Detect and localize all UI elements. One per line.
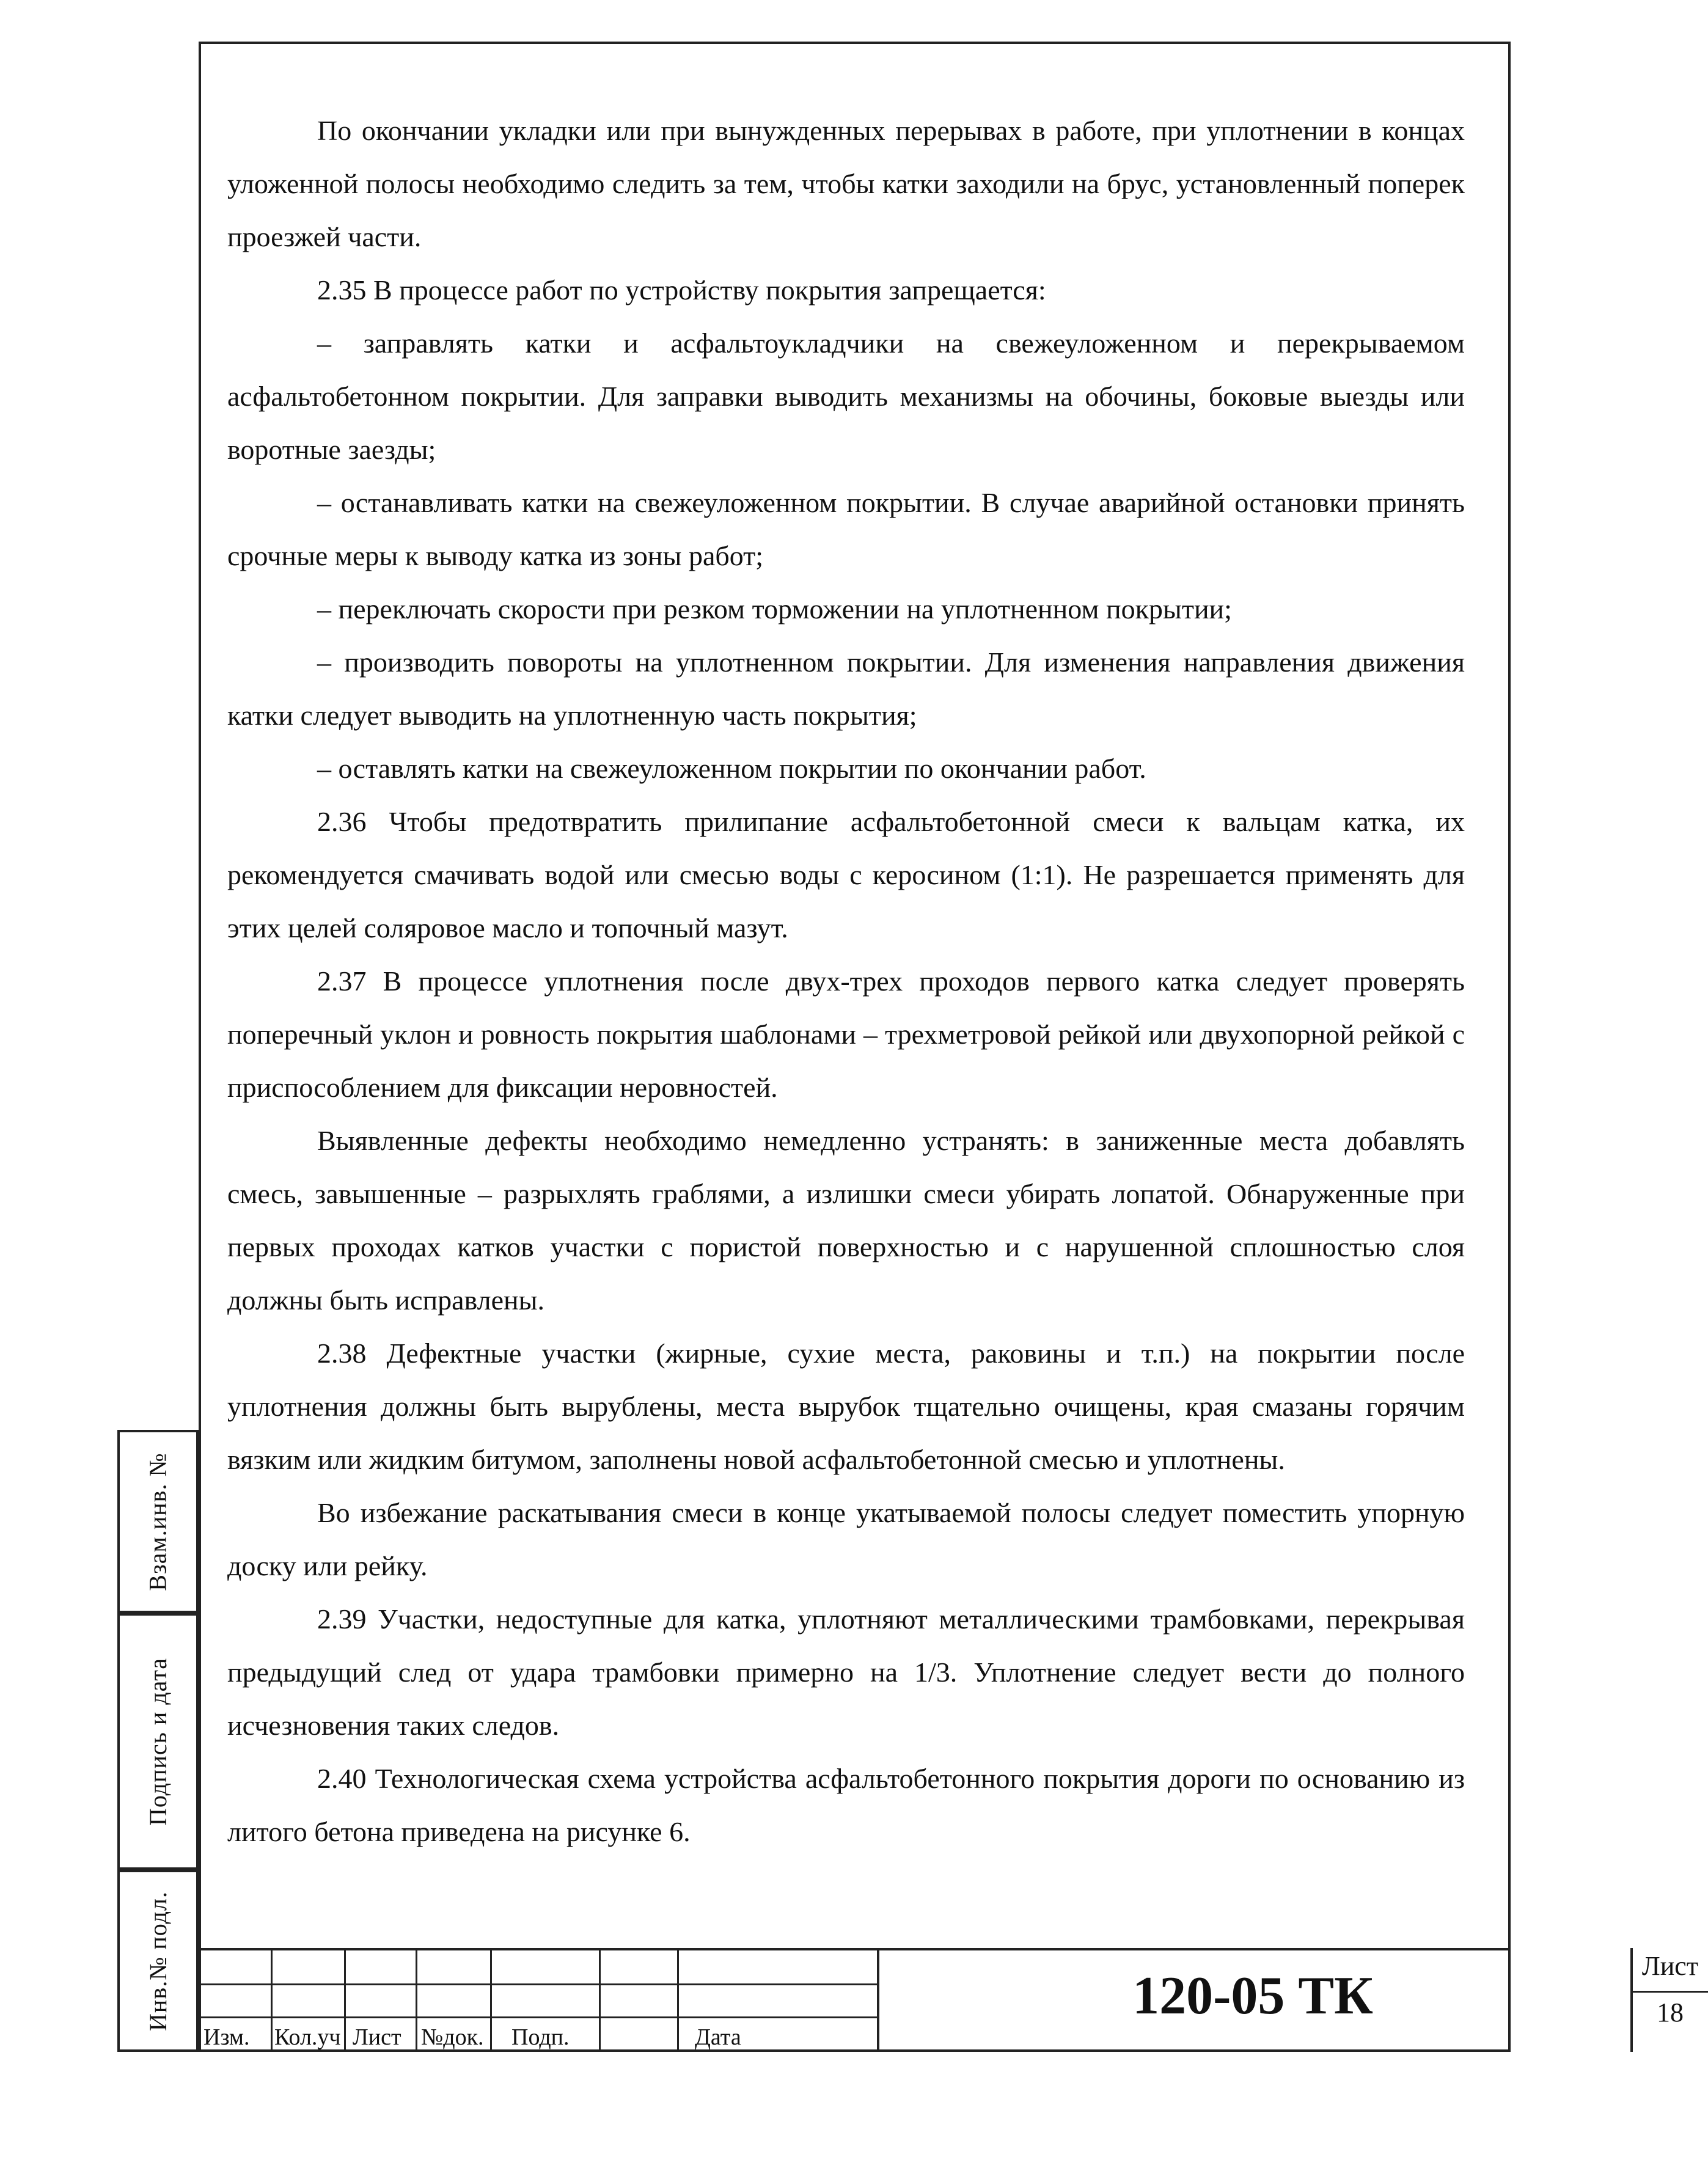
paragraph: 2.38 Дефектные участки (жирные, сухие места, раковины и т.п.) на покрытии после уплотнения должны быть вырублены, места вырубок тщательно очищены, края смазаны горячим вязким или жидким битумом, заполнены новой асфальтобетонной смесью и уплотнены. [227, 1338, 1465, 1475]
list-item: – заправлять катки и асфальтоукладчики на свежеуложенном и перекрываемом асфальтобетонном покрытии. Для заправки выводить механизмы на обочины, боковые выезды или воротные заезды; [227, 328, 1465, 465]
paragraph: 2.37 В процессе уплотнения после двух-трех проходов первого катка следует проверять поперечный уклон и ровность покрытия шаблонами – трехметровой рейкой или двухопорной рейкой с приспособлением для фиксации неровностей. [227, 965, 1465, 1103]
title-block-col-list: Лист [353, 2024, 401, 2050]
title-block-col-line [271, 1948, 273, 2052]
paragraph: 2.39 Участки, недоступные для катка, уплотняют металлическими трамбовками, перекрывая предыдущий след от удара трамбовки примерно на 1/3. Уплотнение следует вести до полного исчезновения таких следов. [227, 1603, 1465, 1741]
title-block-col-izm: Изм. [203, 2024, 250, 2050]
title-block-col-line [416, 1948, 417, 2052]
title-block [199, 1948, 1699, 2052]
sheet-label: Лист [1641, 1951, 1699, 1981]
title-block-col-line [344, 1948, 346, 2052]
title-block-col-line [490, 1948, 492, 2052]
body-text [227, 104, 1465, 1858]
paragraph: 2.35 В процессе работ по устройству покрытия запрещается: [317, 274, 1046, 306]
title-block-col-podp: Подп. [511, 2024, 570, 2050]
paragraph: 2.40 Технологическая схема устройства асфальтобетонного покрытия дороги по основанию из литого бетона приведена на рисунке 6. [227, 1763, 1465, 1847]
title-block-col-ndok: №док. [421, 2024, 484, 2050]
title-block-col-line [677, 1948, 679, 2052]
title-block-row-line [199, 2016, 877, 2018]
paragraph: Во избежание раскатывания смеси в конце укатываемой полосы следует поместить упорную доску или рейку. [227, 1497, 1465, 1581]
paragraph: По окончании укладки или при вынужденных перерывах в работе, при уплотнении в концах уложенной полосы необходимо следить за тем, чтобы катки заходили на брус, установленный поперек проезжей части. [227, 115, 1465, 252]
side-label-podpis: Подпись и дата [144, 1657, 172, 1826]
list-item: – переключать скорости при резком торможении на уплотненном покрытии; [317, 593, 1232, 624]
paragraph: Выявленные дефекты необходимо немедленно устранять: в заниженные места добавлять смесь, завышенные – разрыхлять граблями, а излишки смеси убирать лопатой. Обнаруженные при первых проходах катков участки с пористой поверхностью и с нарушенной сплошностью слоя должны быть исправлены. [227, 1125, 1465, 1316]
title-block-col-line [599, 1948, 601, 2052]
document-code: 120-05 ТК [1132, 1966, 1373, 2026]
title-block-row-line [199, 1983, 877, 1985]
title-block-col-kolvo: Кол.уч [274, 2024, 341, 2050]
list-item: – останавливать катки на свежеуложенном покрытии. В случае аварийной остановки принять срочные меры к выводу катка из зоны работ; [227, 487, 1465, 571]
side-box-podpis [117, 1613, 199, 1870]
title-block-row-line [1630, 1991, 1708, 1993]
paragraph: 2.36 Чтобы предотвратить прилипание асфальтобетонной смеси к вальцам катка, их рекомендуется смачивать водой или смесью воды с керосином (1:1). Не разрешается применять для этих целей соляровое масло и топочный мазут. [227, 806, 1465, 943]
title-block-top-border [199, 1948, 1511, 1950]
side-label-vzam: Взам.инв. № [144, 1452, 172, 1591]
side-box-inv [117, 1870, 199, 2052]
side-box-vzam [117, 1430, 199, 1613]
list-item: – производить повороты на уплотненном покрытии. Для изменения направления движения катки следует выводить на уплотненную часть покрытия; [227, 646, 1465, 731]
sheet-number: 18 [1657, 1998, 1684, 2027]
list-item: – оставлять катки на свежеуложенном покрытии по окончании работ. [317, 753, 1146, 784]
side-label-inv: Инв.№ подл. [144, 1891, 172, 2031]
title-block-col-data: Дата [695, 2024, 741, 2050]
